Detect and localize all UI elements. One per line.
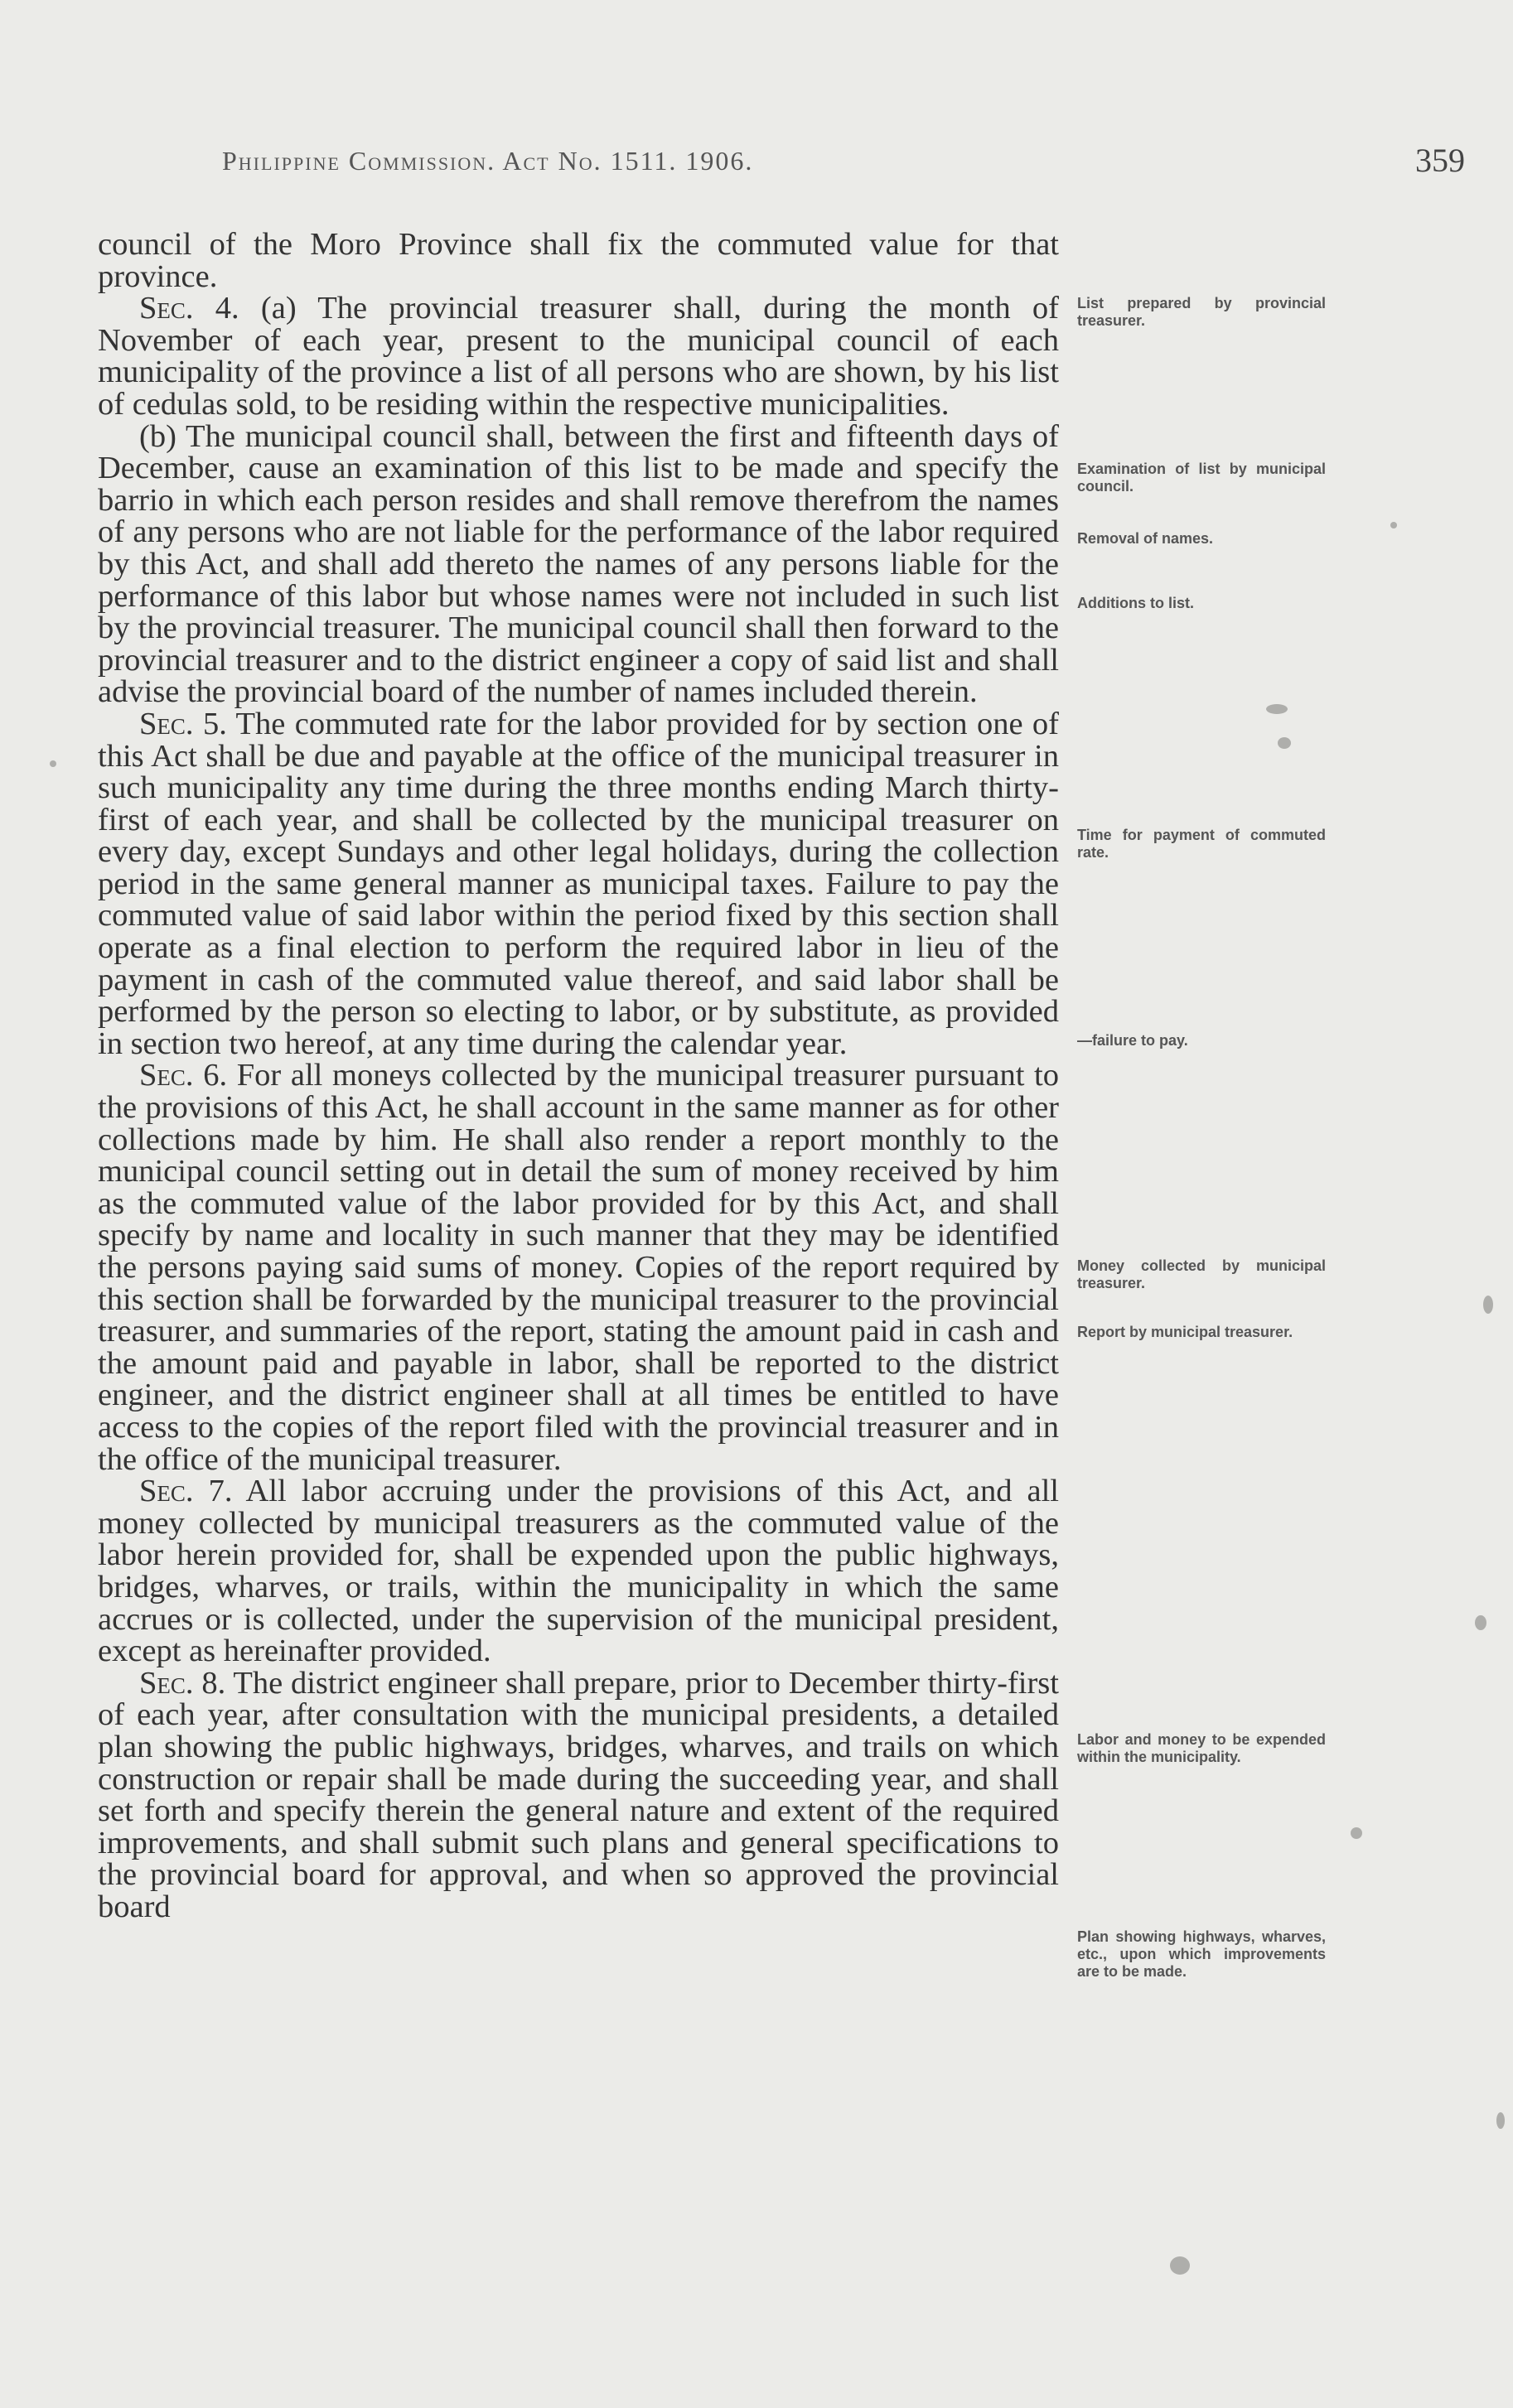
section-5-paragraph — [98, 708, 1059, 1060]
scan-speck — [1496, 2112, 1505, 2129]
section-4b-paragraph — [98, 418, 1059, 710]
paragraph-text: council of the Moro Province shall fix the commuted value for that province. — [98, 227, 1059, 294]
running-head — [222, 142, 1490, 187]
section-7-paragraph — [98, 1475, 1059, 1667]
section-label: Sec. 8. — [139, 1665, 226, 1701]
margin-note-plan: Plan showing highways, wharves, etc., upon which improvements are to be made. — [1077, 1928, 1326, 1980]
margin-note-money-collected: Money collected by municipal treasurer. — [1077, 1257, 1326, 1291]
scan-speck — [1390, 522, 1397, 528]
scan-speck — [50, 760, 56, 767]
margin-note-labor-and-money: Labor and money to be expended within the municipality. — [1077, 1731, 1326, 1765]
margin-note-report: Report by municipal treasurer. — [1077, 1324, 1293, 1340]
paragraph-text: All labor accruing under the provisions of this Act, and all money collected by municipal treasurers as the commuted value of the labor herein provided for, shall be expended upon the public highways, bridges, wharves, or trails, within the municipality in which the same accrues or is collected, under the supervision of the municipal president, except as hereinafter provided. — [98, 1474, 1060, 1669]
margin-note-time-for-payment: Time for payment of commuted rate. — [1077, 827, 1326, 861]
paragraph-text: The commuted rate for the labor provided for by section one of this Act shall be due and payable at the office of the municipal treasurer in such municipality any time during the three months ending March thirty-first of each year, and shall be collected by the municipal treasurer on every day, except Sundays and other legal holidays, during the collection period in the same general manner as municipal taxes. Failure to pay the commuted value of said labor within the period fixed by this section shall operate as a final election to perform the required labor in lieu of the payment in cash of the commuted value thereof, and said labor shall be performed by the person so electing to labor, or by substitute, as provided in section two hereof, at any time during the calendar year. — [98, 706, 1060, 1061]
margin-note-removal: Removal of names. — [1077, 530, 1214, 547]
paragraph-text: (a) The provincial treasurer shall, during the month of November of each year, present to the municipal council of each municipality of the province a list of all persons who are shown, by his list of cedulas sold, to be residing within the respective municipalities. — [98, 291, 1059, 422]
scan-speck — [1483, 1296, 1493, 1314]
margin-note-examination: Examination of list by municipal council. — [1077, 461, 1326, 495]
act-body-text — [98, 229, 1059, 1923]
section-label: Sec. 6. — [139, 1058, 228, 1093]
margin-note-list-prepared: List prepared by provincial treasurer. — [1077, 295, 1326, 329]
section-6-paragraph — [98, 1059, 1059, 1475]
paragraph-continuation — [98, 229, 1059, 292]
margin-note-failure-to-pay: —failure to pay. — [1077, 1032, 1188, 1049]
paragraph-text: For all moneys collected by the municipal treasurer pursuant to the provisions of this Act, he shall account in the same manner as for other collections made by him. He shall also render a report monthly to the municipal council setting out in detail the sum of money received by him as the commuted value of the labor provided for by this Act, and shall specify by name and locality in such manner that they may be identified the persons paying said sums of money. Copies of the report required by this section shall be forwarded by the municipal treasurer to the provincial treasurer, and summaries of the report, stating the amount paid in cash and the amount paid and payable in labor, shall be reported to the district engineer, and the district engineer shall at all times be entitled to have access to the copies of the report filed with the provincial treasurer and in the office of the municipal treasurer. — [98, 1058, 1059, 1477]
page-number: 359 — [1415, 142, 1465, 179]
section-4a-paragraph — [98, 292, 1059, 420]
scan-speck — [1351, 1827, 1362, 1839]
margin-note-additions: Additions to list. — [1077, 595, 1194, 611]
scan-speck — [1170, 2256, 1190, 2275]
scan-speck — [1475, 1615, 1486, 1630]
section-label: Sec. 4. — [139, 291, 239, 326]
running-title: Philippine Commission. Act No. 1511. 1906. — [222, 146, 754, 176]
scan-speck — [1266, 704, 1288, 714]
section-8-paragraph — [98, 1667, 1059, 1923]
section-label: Sec. 7. — [139, 1474, 233, 1509]
paragraph-text: (b) The municipal council shall, between the first and fifteenth days of December, cause an examination of this list to be made and specify the barrio in which each person resides and shall remove therefrom the names of any persons who are not liable for the performance of the labor required by this Act, and shall add thereto the names of any persons liable for the performance of this labor but whose names were not included in such list by the provincial treasurer. The municipal council shall then forward to the provincial treasurer and to the district engineer a copy of said list and shall advise the provincial board of the number of names included therein. — [98, 418, 1059, 710]
section-label: Sec. 5. — [139, 706, 227, 741]
scan-speck — [1278, 737, 1291, 749]
paragraph-text: The district engineer shall prepare, prior to December thirty-first of each year, after consultation with the municipal presidents, a detailed plan showing the public highways, bridges, wharves, and trails on which construction or repair shall be made during the succeeding year, and shall set forth and specify therein the general nature and extent of the required improvements, and shall submit such plans and general specifications to the provincial board for approval, and when so approved the provincial board — [98, 1665, 1059, 1924]
